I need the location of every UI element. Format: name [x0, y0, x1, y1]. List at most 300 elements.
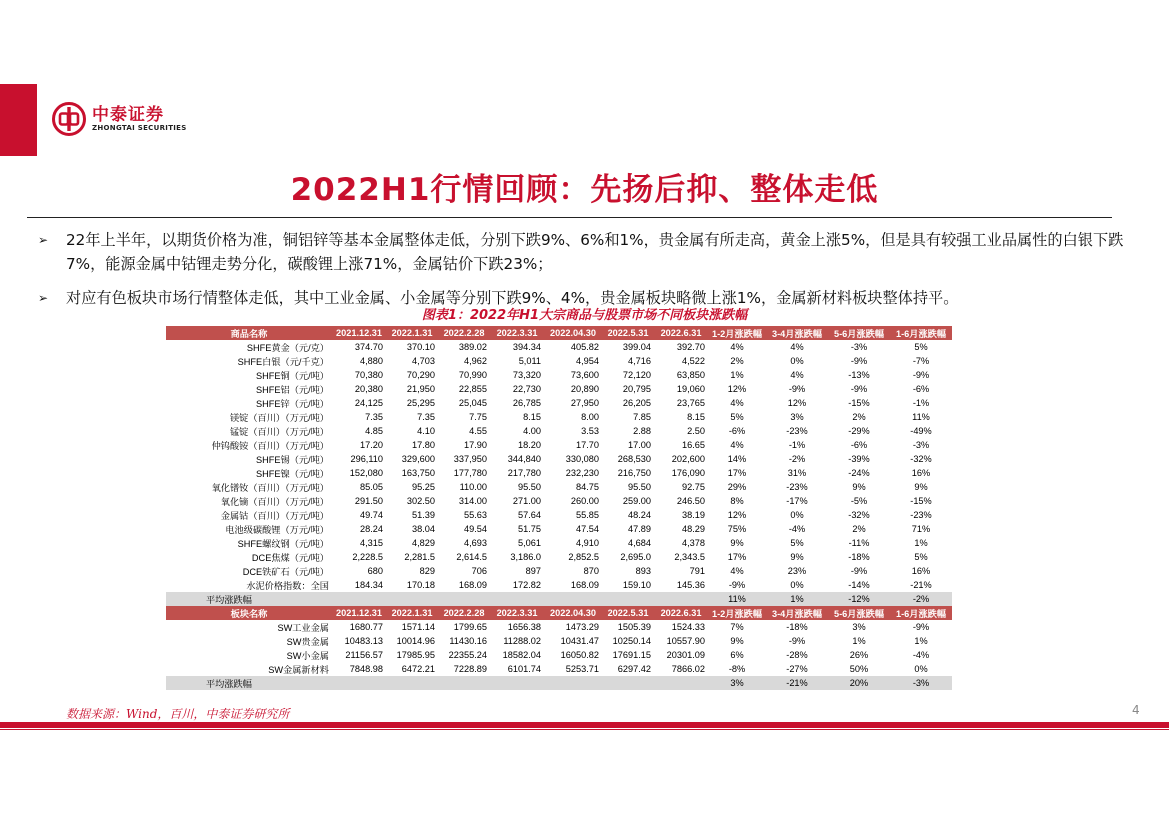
table-cell: 22,855: [458, 384, 487, 394]
table-cell: 31%: [787, 468, 807, 478]
table-cell: 7.85: [633, 412, 651, 422]
row-label: 电池级碳酸锂（万元/吨）: [225, 525, 329, 535]
table-cell: -3%: [850, 342, 868, 352]
table-cell: 12%: [787, 398, 807, 408]
table-cell: 5%: [914, 552, 928, 562]
table-cell: -18%: [848, 552, 870, 562]
table-cell: -9%: [912, 622, 930, 632]
table-cell: 4,954: [576, 356, 599, 366]
row-label: 仲钨酸铵（百川）（万元/吨）: [211, 441, 329, 451]
table-cell: 374.70: [354, 342, 383, 352]
row-label: SHFE铜（元/吨）: [256, 371, 329, 381]
table-cell: 29%: [727, 482, 747, 492]
table-cell: -3%: [912, 440, 930, 450]
table-cell: -8%: [728, 664, 746, 674]
table-cell: 70,290: [406, 370, 435, 380]
table-cell: 202,600: [671, 454, 705, 464]
table-cell: 51.39: [412, 510, 435, 520]
table-cell: 10014.96: [396, 636, 435, 646]
table-cell: 7.75: [469, 412, 487, 422]
data-source-note: 数据来源：Wind，百川，中泰证券研究所: [66, 707, 290, 721]
table-cell: 4,378: [682, 538, 705, 548]
table-cell: 28.24: [360, 524, 383, 534]
table-cell: 4,910: [576, 538, 599, 548]
table-cell: 4.00: [523, 426, 541, 436]
average-cell: -2%: [890, 592, 952, 606]
table-cell: 10250.14: [612, 636, 651, 646]
table-cell: 1%: [914, 538, 928, 548]
average-row: [166, 676, 952, 690]
table-row: [166, 452, 952, 466]
table-cell: 7.35: [417, 412, 435, 422]
table-cell: -9%: [850, 566, 868, 576]
table-cell: 389.02: [458, 342, 487, 352]
row-label: SHFE螺纹钢（元/吨）: [237, 539, 329, 549]
table-cell: 55.85: [576, 510, 599, 520]
table-cell: -21%: [910, 580, 932, 590]
table-cell: 57.64: [518, 510, 541, 520]
table-cell: 12%: [727, 510, 747, 520]
row-label: 镁锭（百川）（万元/吨）: [229, 413, 329, 423]
column-header: 3-4月涨跌幅: [766, 326, 828, 340]
table-cell: -2%: [788, 454, 806, 464]
table-row: [166, 424, 952, 438]
table-cell: 8.00: [581, 412, 599, 422]
table-cell: 2%: [852, 524, 866, 534]
table-cell: -9%: [788, 636, 806, 646]
table-cell: 47.54: [576, 524, 599, 534]
table-row: [166, 368, 952, 382]
table-cell: 4,693: [464, 538, 487, 548]
table-cell: 48.24: [628, 510, 651, 520]
table-cell: 92.75: [682, 482, 705, 492]
table-cell: 9%: [730, 636, 744, 646]
row-label: 氧化镨钕（百川）（万元/吨）: [211, 483, 329, 493]
table-cell: 50%: [849, 664, 869, 674]
table-cell: -5%: [850, 496, 868, 506]
table-cell: -4%: [788, 524, 806, 534]
table-cell: 394.34: [512, 342, 541, 352]
arrow-bullet-icon: ➢: [38, 291, 49, 305]
table-cell: 22,730: [512, 384, 541, 394]
table-cell: 4%: [790, 342, 804, 352]
table-cell: -6%: [850, 440, 868, 450]
table-cell: -15%: [910, 496, 932, 506]
table-cell: 2,852.5: [568, 552, 599, 562]
table-cell: 6101.74: [507, 664, 541, 674]
table-cell: 18.20: [518, 440, 541, 450]
column-header: 2022.3.31: [490, 326, 544, 340]
table-cell: 7228.89: [453, 664, 487, 674]
column-header: 2022.04.30: [544, 326, 602, 340]
table-cell: 6%: [730, 650, 744, 660]
column-header: 2022.6.31: [654, 606, 708, 620]
table-cell: 2.50: [687, 426, 705, 436]
table-cell: 3%: [790, 412, 804, 422]
table-cell: 7848.98: [349, 664, 383, 674]
table-cell: -6%: [728, 426, 746, 436]
table-cell: 21156.57: [345, 650, 383, 660]
table-cell: -15%: [848, 398, 870, 408]
table-cell: 4%: [730, 440, 744, 450]
table-cell: 216,750: [617, 468, 651, 478]
table-cell: 25,045: [458, 398, 487, 408]
table-cell: 163,750: [401, 468, 435, 478]
table-cell: 10483.13: [344, 636, 383, 646]
table-cell: -9%: [912, 370, 930, 380]
table-cell: 399.04: [622, 342, 651, 352]
table-cell: 259.00: [622, 496, 651, 506]
table-cell: 5%: [914, 342, 928, 352]
table-cell: 170.18: [406, 580, 435, 590]
table-cell: 5%: [790, 538, 804, 548]
table-cell: 405.82: [570, 342, 599, 352]
bullet-text-2: 对应有色板块市场行情整体走低，其中工业金属、小金属等分别下跌9%、4%，贵金属板块略微上涨1%，金属新材料板块整体持平。: [66, 289, 959, 307]
table-cell: 330,080: [565, 454, 599, 464]
table-cell: 3.53: [581, 426, 599, 436]
table-row: [166, 466, 952, 480]
table-cell: 291.50: [354, 496, 383, 506]
row-label: 水泥价格指数：全国: [246, 581, 329, 591]
table-cell: 17.70: [576, 440, 599, 450]
average-label: 平均涨跌幅: [166, 676, 708, 690]
row-label: SHFE镍（元/吨）: [256, 469, 329, 479]
table-cell: 47.89: [628, 524, 651, 534]
column-header: 2021.12.31: [332, 606, 386, 620]
table-cell: 392.70: [676, 342, 705, 352]
table-cell: -18%: [786, 622, 808, 632]
table-cell: 4,703: [412, 356, 435, 366]
table-cell: -39%: [848, 454, 870, 464]
row-label: SW金属新材料: [268, 665, 329, 675]
table-cell: 95.25: [412, 482, 435, 492]
table-cell: 5,011: [518, 356, 541, 366]
table-row: [166, 438, 952, 452]
table-cell: 11%: [912, 412, 930, 422]
table-cell: 177,780: [453, 468, 487, 478]
bullet-point-1: [38, 228, 1128, 276]
table-cell: 1%: [852, 636, 866, 646]
left-accent-bar: [0, 84, 37, 156]
table-cell: 1680.77: [349, 622, 383, 632]
table-row: [166, 648, 952, 662]
table-row: [166, 662, 952, 676]
table-cell: 4%: [730, 342, 744, 352]
table-cell: -32%: [848, 510, 870, 520]
table-cell: 168.09: [458, 580, 487, 590]
table-cell: -7%: [912, 356, 930, 366]
table-cell: 4,684: [628, 538, 651, 548]
table-cell: 232,230: [565, 468, 599, 478]
table-cell: 49.74: [360, 510, 383, 520]
table-cell: 8%: [730, 496, 744, 506]
table-cell: 16.65: [682, 440, 705, 450]
table-cell: 7%: [730, 622, 744, 632]
row-label: DCE铁矿石（元/吨）: [242, 567, 329, 577]
table-cell: -9%: [850, 384, 868, 394]
table-cell: 1656.38: [507, 622, 541, 632]
table-cell: 7866.02: [671, 664, 705, 674]
table-row: [166, 410, 952, 424]
table-cell: -27%: [786, 664, 808, 674]
table-cell: 84.75: [576, 482, 599, 492]
column-header: 2022.5.31: [602, 606, 654, 620]
table-cell: 95.50: [628, 482, 651, 492]
table-cell: -1%: [788, 440, 806, 450]
table-cell: 3%: [852, 622, 866, 632]
title-divider: [27, 217, 1112, 218]
table-cell: -11%: [848, 538, 870, 548]
table-cell: 145.36: [676, 580, 705, 590]
table-cell: -6%: [912, 384, 930, 394]
row-label: 金属钴（百川）（万元/吨）: [220, 511, 329, 521]
column-header: 2022.2.28: [438, 606, 490, 620]
average-cell: -12%: [828, 592, 890, 606]
table-cell: 152,080: [349, 468, 383, 478]
table-cell: 19,060: [676, 384, 705, 394]
table-header-row: [166, 326, 952, 340]
table-cell: 344,840: [507, 454, 541, 464]
table-cell: 38.04: [412, 524, 435, 534]
table-caption: 图表1：2022年H1大宗商品与股票市场不同板块涨跌幅: [421, 308, 748, 323]
column-header: 1-2月涨跌幅: [708, 326, 766, 340]
table-cell: 2,228.5: [352, 552, 383, 562]
market-performance-table: [166, 326, 952, 690]
table-cell: 176,090: [671, 468, 705, 478]
table-cell: 11430.16: [449, 636, 487, 646]
column-header: 3-4月涨跌幅: [766, 606, 828, 620]
table-cell: -4%: [912, 650, 930, 660]
table-cell: 2,343.5: [674, 552, 705, 562]
table-cell: 680: [367, 566, 383, 576]
table-cell: -14%: [848, 580, 870, 590]
table-cell: 706: [471, 566, 487, 576]
column-header: 2022.5.31: [602, 326, 654, 340]
table-cell: -32%: [910, 454, 932, 464]
column-header: 2022.3.31: [490, 606, 544, 620]
table-cell: 0%: [914, 664, 928, 674]
row-label: 氧化镝（百川）（万元/吨）: [220, 497, 329, 507]
column-header: 2022.04.30: [544, 606, 602, 620]
table-row: [166, 382, 952, 396]
table-cell: 10557.90: [666, 636, 705, 646]
table-row: [166, 340, 952, 354]
table-cell: 260.00: [570, 496, 599, 506]
table-cell: 20,890: [570, 384, 599, 394]
table-row: [166, 564, 952, 578]
table-cell: -13%: [848, 370, 870, 380]
table-cell: 4,829: [412, 538, 435, 548]
column-header: 5-6月涨跌幅: [828, 606, 890, 620]
table-cell: 51.75: [518, 524, 541, 534]
table-cell: 1524.33: [671, 622, 705, 632]
table-cell: 24,125: [354, 398, 383, 408]
table-cell: 9%: [730, 538, 744, 548]
table-cell: 75%: [727, 524, 747, 534]
average-cell: -3%: [890, 676, 952, 690]
row-label: SHFE锡（元/吨）: [256, 455, 329, 465]
table-cell: 70,990: [458, 370, 487, 380]
table-cell: 2.88: [633, 426, 651, 436]
table-row: [166, 550, 952, 564]
table-cell: 4,522: [682, 356, 705, 366]
table-cell: 20301.09: [666, 650, 705, 660]
table-cell: 5%: [730, 412, 744, 422]
table-cell: -24%: [848, 468, 870, 478]
row-label: SW小金属: [286, 651, 329, 661]
table-cell: 337,950: [453, 454, 487, 464]
table-cell: 6472.21: [401, 664, 435, 674]
row-label: SW贵金属: [286, 637, 329, 647]
table-cell: 110.00: [459, 482, 487, 492]
footer-line: [0, 729, 1169, 730]
table-cell: 8.15: [523, 412, 541, 422]
column-header: 板块名称: [166, 606, 332, 620]
average-cell: 1%: [766, 592, 828, 606]
table-cell: 38.19: [682, 510, 705, 520]
table-cell: 48.29: [682, 524, 705, 534]
table-row: [166, 536, 952, 550]
table-cell: 17985.95: [396, 650, 435, 660]
table-cell: 8.15: [687, 412, 705, 422]
page-number: 4: [1132, 703, 1140, 717]
table-cell: 17.00: [628, 440, 651, 450]
table-cell: -9%: [728, 580, 746, 590]
row-label: SHFE铝（元/吨）: [256, 385, 329, 395]
column-header: 2022.1.31: [386, 606, 438, 620]
average-cell: -21%: [766, 676, 828, 690]
table-cell: 271.00: [512, 496, 541, 506]
arrow-bullet-icon: ➢: [38, 233, 49, 247]
table-cell: -49%: [910, 426, 932, 436]
table-cell: 14%: [727, 454, 747, 464]
table-cell: 2,614.5: [456, 552, 487, 562]
table-cell: 17691.15: [612, 650, 651, 660]
logo-name-en: ZHONGTAI SECURITIES: [92, 123, 187, 132]
table-cell: -28%: [786, 650, 808, 660]
table-cell: 3,186.0: [510, 552, 541, 562]
average-cell: 3%: [708, 676, 766, 690]
table-cell: 314.00: [458, 496, 487, 506]
table-cell: -23%: [910, 510, 932, 520]
table-cell: 1571.14: [401, 622, 435, 632]
table-row: [166, 354, 952, 368]
table-cell: 10431.47: [560, 636, 599, 646]
table-cell: -1%: [912, 398, 930, 408]
table-cell: 22355.24: [448, 650, 487, 660]
table-cell: 1%: [730, 370, 744, 380]
table-cell: 4%: [730, 398, 744, 408]
table-cell: 4%: [790, 370, 804, 380]
table-row: [166, 396, 952, 410]
table-cell: -23%: [786, 482, 808, 492]
table-cell: 12%: [727, 384, 747, 394]
table-cell: 95.50: [518, 482, 541, 492]
bullet-text-1: 22年上半年，以期货价格为准，铜铝锌等基本金属整体走低，分别下跌9%、6%和1%，贵金属有所走高，黄金上涨5%，但是具有较强工业品属性的白银下跌7%，能源金属中钴锂走势分化，碳酸锂上涨71%，金属钴价下跌23%；: [66, 231, 1124, 273]
table-cell: 26,785: [512, 398, 541, 408]
table-cell: 4,716: [628, 356, 651, 366]
table-cell: 25,295: [406, 398, 435, 408]
table-cell: 0%: [790, 510, 804, 520]
column-header: 2022.2.28: [438, 326, 490, 340]
page-title: 2022H1行情回顾：先扬后抑、整体走低: [290, 172, 879, 208]
table-cell: 11288.02: [503, 636, 541, 646]
table-cell: -9%: [850, 356, 868, 366]
table-cell: 55.63: [464, 510, 487, 520]
table-cell: 17.90: [464, 440, 487, 450]
table-cell: 17%: [727, 468, 747, 478]
table-cell: -9%: [788, 384, 806, 394]
table-cell: 9%: [852, 482, 866, 492]
table-cell: 2,281.5: [404, 552, 435, 562]
table-cell: 0%: [790, 356, 804, 366]
table-cell: 17%: [727, 552, 747, 562]
table-cell: 159.10: [622, 580, 651, 590]
table-cell: -17%: [786, 496, 808, 506]
column-header: 1-2月涨跌幅: [708, 606, 766, 620]
column-header: 1-6月涨跌幅: [890, 606, 952, 620]
table-cell: 4.85: [365, 426, 383, 436]
table-cell: 26%: [849, 650, 869, 660]
table-cell: 217,780: [507, 468, 541, 478]
row-label: SW工业金属: [277, 623, 329, 633]
table-cell: 897: [525, 566, 541, 576]
table-row: [166, 578, 952, 592]
average-row: [166, 592, 952, 606]
table-cell: 9%: [790, 552, 804, 562]
table-cell: 4.10: [417, 426, 435, 436]
table-cell: 20,380: [354, 384, 383, 394]
average-cell: 20%: [828, 676, 890, 690]
table-cell: 329,600: [401, 454, 435, 464]
table-cell: 1799.65: [453, 622, 487, 632]
table-cell: 20,795: [622, 384, 651, 394]
company-logo: [52, 102, 187, 136]
table-cell: 4,315: [360, 538, 383, 548]
row-label: SHFE黄金（元/克）: [246, 343, 329, 353]
table-cell: 4%: [730, 566, 744, 576]
table-cell: -29%: [848, 426, 870, 436]
table-cell: -23%: [786, 426, 808, 436]
logo-name-cn: 中泰证券: [92, 104, 164, 125]
table-cell: 70,380: [354, 370, 383, 380]
table-cell: 17.80: [412, 440, 435, 450]
table-cell: 370.10: [406, 342, 435, 352]
table-cell: 5,061: [518, 538, 541, 548]
table-cell: 4,880: [360, 356, 383, 366]
table-cell: 16050.82: [560, 650, 599, 660]
row-label: DCE焦煤（元/吨）: [251, 553, 329, 563]
table-cell: 268,530: [617, 454, 651, 464]
table-row: [166, 620, 952, 634]
table-cell: 26,205: [622, 398, 651, 408]
average-label: 平均涨跌幅: [166, 592, 708, 606]
table-cell: 7.35: [365, 412, 383, 422]
column-header: 2022.6.31: [654, 326, 708, 340]
table-cell: 16%: [911, 468, 931, 478]
table-cell: 2%: [730, 356, 744, 366]
table-cell: 72,120: [622, 370, 651, 380]
column-header: 5-6月涨跌幅: [828, 326, 890, 340]
table-cell: 4.55: [469, 426, 487, 436]
table-cell: 16%: [911, 566, 931, 576]
table-cell: 184.34: [354, 580, 383, 590]
column-header: 1-6月涨跌幅: [890, 326, 952, 340]
table-cell: 73,600: [570, 370, 599, 380]
table-cell: 21,950: [406, 384, 435, 394]
row-label: SHFE白银（元/千克）: [237, 357, 329, 367]
table-cell: 1473.29: [565, 622, 599, 632]
